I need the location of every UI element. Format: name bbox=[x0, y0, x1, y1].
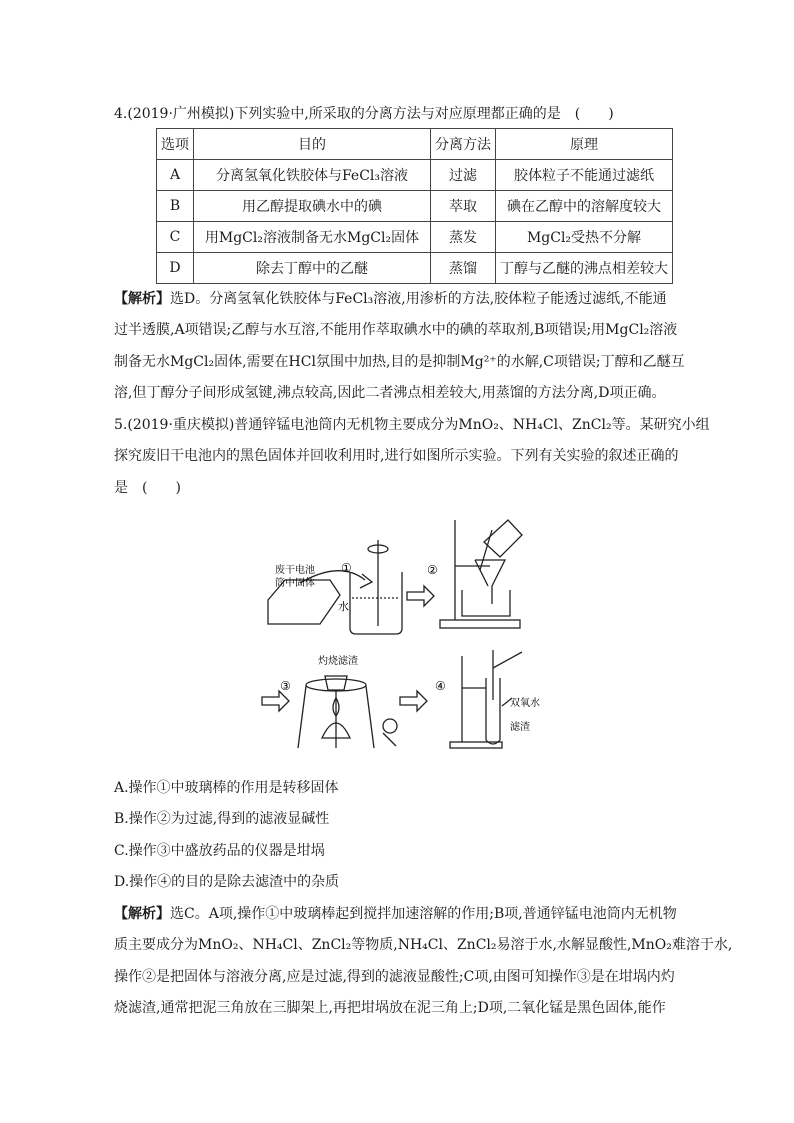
h2o2-pointer bbox=[502, 698, 512, 706]
lamp-cap-handle bbox=[383, 733, 396, 746]
label-solid-2: 筒中固体 bbox=[275, 578, 315, 589]
arrow-3 bbox=[262, 691, 289, 711]
table-row bbox=[157, 160, 673, 191]
ray-line bbox=[493, 652, 522, 668]
flame bbox=[333, 698, 339, 716]
table-cell: 胶体粒子不能通过滤纸 bbox=[496, 160, 673, 191]
paper-sheet bbox=[268, 580, 340, 624]
analysis-tag: 【解析】 bbox=[114, 291, 170, 307]
q5-analysis-line-3: 操作②是把固体与溶液分离,应是过滤,得到的滤液显酸性;C项,由图可知操作③是在坩埚内灼 bbox=[114, 969, 675, 985]
label-h2o2: 双氧水 bbox=[510, 698, 540, 709]
option-b: B.操作②为过滤,得到的滤液显碱性 bbox=[114, 811, 330, 827]
table-header-cell: 分离方法 bbox=[431, 129, 496, 160]
q5-analysis-line-2: 质主要成分为MnO₂、NH₄Cl、ZnCl₂等物质,NH₄Cl、ZnCl₂易溶于水,水解显酸性,MnO₂难溶于水, bbox=[114, 937, 733, 953]
alcohol-lamp bbox=[322, 723, 350, 738]
q4-stem: 4.(2019·广州模拟)下列实验中,所采取的分离方法与对应原理都正确的是 ( ) bbox=[114, 106, 614, 122]
table-cell: D bbox=[157, 253, 194, 284]
table-row bbox=[157, 253, 673, 284]
table-cell: 萃取 bbox=[431, 191, 496, 222]
q5-stem-line-1: 5.(2019·重庆模拟)普通锌锰电池筒内无机物主要成分为MnO₂、NH₄Cl、ZnCl₂等。某研究小组 bbox=[114, 417, 710, 433]
table-header-cell: 目的 bbox=[194, 129, 431, 160]
label-step-3: ③ bbox=[280, 679, 291, 693]
beaker-2 bbox=[462, 590, 510, 616]
stand-base-2 bbox=[440, 620, 520, 628]
q5-stem-line-2: 探究废旧干电池内的黑色固体并回收利用时,进行如图所示实验。下列有关实验的叙述正确的 bbox=[114, 448, 679, 464]
stir-arrow bbox=[368, 545, 388, 553]
arrow-1 bbox=[407, 586, 434, 606]
pour-rod bbox=[480, 530, 492, 570]
crucible bbox=[325, 676, 347, 690]
analysis-text: 选D。分离氢氧化铁胶体与FeCl₃溶液,用渗析的方法,胶体粒子能透过滤纸,不能通 bbox=[170, 291, 667, 307]
table-cell: 分离氢氧化铁胶体与FeCl₃溶液 bbox=[194, 160, 431, 191]
table-cell: 碘在乙醇中的溶解度较大 bbox=[496, 191, 673, 222]
tripod-leg-2 bbox=[366, 686, 374, 748]
option-c: C.操作③中盛放药品的仪器是坩埚 bbox=[114, 843, 325, 859]
table-row bbox=[157, 222, 673, 253]
table-cell: 蒸发 bbox=[431, 222, 496, 253]
table-header-cell: 原理 bbox=[496, 129, 673, 160]
q4-analysis-line-2: 过半透膜,A项错误;乙醇与水互溶,不能用作萃取碘水中的碘的萃取剂,B项错误;用MgCl₂溶液 bbox=[114, 322, 678, 338]
table-cell: C bbox=[157, 222, 194, 253]
analysis-tag: 【解析】 bbox=[114, 906, 170, 922]
lamp-cap bbox=[383, 719, 397, 733]
q5-analysis-line-4: 烧滤渣,通常把泥三角放在三脚架上,再把坩埚放在泥三角上;D项,二氧化锰是黑色固体,能作 bbox=[114, 1000, 666, 1016]
test-tube bbox=[486, 678, 500, 744]
option-a: A.操作①中玻璃棒的作用是转移固体 bbox=[114, 780, 339, 796]
table-cell: A bbox=[157, 160, 194, 191]
transfer-arrowhead bbox=[360, 574, 372, 588]
label-ignite: 灼烧滤渣 bbox=[318, 656, 358, 667]
transfer-curve bbox=[300, 571, 365, 583]
table-header-row bbox=[157, 129, 673, 160]
label-solid-1: 废干电池 bbox=[275, 565, 315, 576]
beaker-1 bbox=[350, 572, 402, 634]
arrow-4 bbox=[400, 691, 427, 711]
option-d: D.操作④的目的是除去滤渣中的杂质 bbox=[114, 874, 340, 890]
triangle bbox=[306, 679, 366, 691]
label-step-1: ① bbox=[341, 561, 352, 575]
table-cell: 丁醇与乙醚的沸点相差较大 bbox=[496, 253, 673, 284]
q5-analysis-line-1 bbox=[114, 904, 677, 924]
label-step-4: ④ bbox=[435, 679, 446, 693]
table-cell: 除去丁醇中的乙醚 bbox=[194, 253, 431, 284]
funnel bbox=[475, 560, 505, 604]
table-cell: 用MgCl₂溶液制备无水MgCl₂固体 bbox=[194, 222, 431, 253]
table-cell: 蒸馏 bbox=[431, 253, 496, 284]
table-cell: 过滤 bbox=[431, 160, 496, 191]
label-water: 水 bbox=[338, 600, 349, 613]
q4-analysis-line-1 bbox=[114, 289, 667, 309]
table-cell: 用乙醇提取碘水中的碘 bbox=[194, 191, 431, 222]
table-header-cell: 选项 bbox=[157, 129, 194, 160]
label-residue: 滤渣 bbox=[510, 722, 530, 733]
tripod-leg-1 bbox=[298, 686, 306, 748]
q4-table bbox=[156, 128, 673, 284]
stand-base-4 bbox=[450, 742, 502, 748]
q4-analysis-line-3: 制备无水MgCl₂固体,需要在HCl氛围中加热,目的是抑制Mg²⁺的水解,C项错误;丁醇和乙醚互 bbox=[114, 354, 685, 370]
q5-stem-line-3: 是 ( ) bbox=[114, 480, 181, 496]
q4-analysis-line-4: 溶,但丁醇分子间形成氢键,沸点较高,因此二者沸点相差较大,用蒸馏的方法分离,D项正确。 bbox=[114, 385, 666, 401]
label-step-2: ② bbox=[427, 563, 438, 577]
table-row bbox=[157, 191, 673, 222]
pouring-beaker bbox=[484, 520, 522, 557]
table-cell: B bbox=[157, 191, 194, 222]
analysis-text: 选C。A项,操作①中玻璃棒起到搅拌加速溶解的作用;B项,普通锌锰电池筒内无机物 bbox=[170, 906, 677, 922]
table-cell: MgCl₂受热不分解 bbox=[496, 222, 673, 253]
